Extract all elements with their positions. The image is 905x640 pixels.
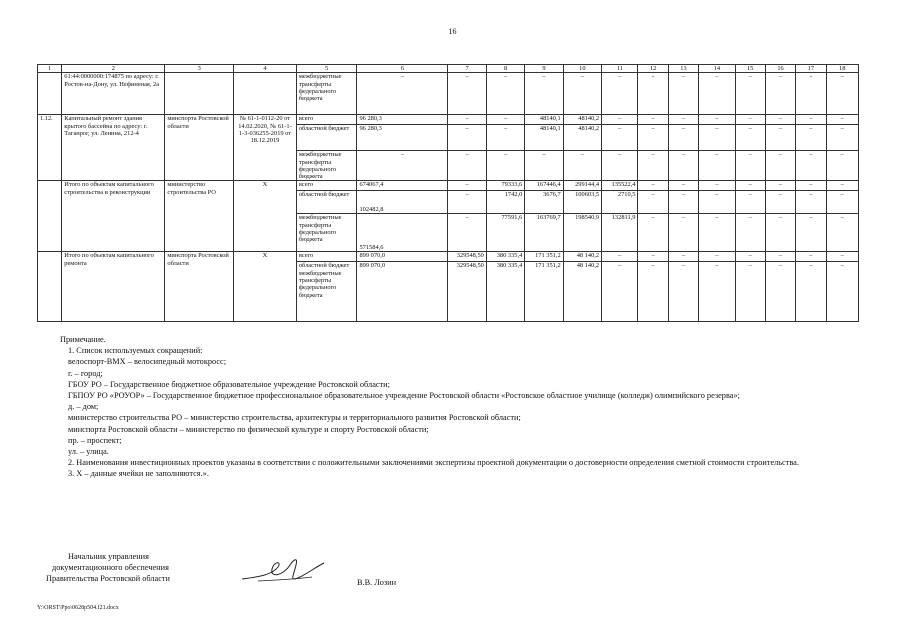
document-ref [234,73,297,115]
object-name: Итого по объектам капитального строительства и реконструкции [62,181,165,252]
value-cell: – [735,252,765,262]
value-cell: 100603,5 [563,191,601,214]
value-cell: 329548,50 [448,262,486,322]
value-cell: 48 140,2 [563,252,601,262]
value-cell: 102482,8 [357,191,448,214]
value-cell: – [796,252,826,262]
value-cell: – [796,115,826,125]
value-cell: 48140,1 [525,115,563,125]
value-cell: 380 335,4 [486,252,524,262]
value-cell: – [668,262,698,322]
value-cell: – [735,125,765,151]
value-cell: – [765,214,795,252]
value-cell: – [602,252,638,262]
value-cell: – [668,73,698,115]
value-cell: – [826,125,859,151]
value-cell: – [765,262,795,322]
value-cell: – [699,262,735,322]
value-cell: – [638,181,668,191]
value-cell: – [638,115,668,125]
signer-line-1: Начальник управления [68,552,149,561]
document-ref: X [234,252,297,322]
organization: минспорта Ростовской области [165,115,234,181]
header-cell: 7 [448,65,486,73]
value-cell: – [735,191,765,214]
header-cell: 15 [735,65,765,73]
header-cell: 4 [234,65,297,73]
value-cell: – [735,181,765,191]
value-cell: 77591,6 [486,214,524,252]
funding-source: областной бюджет [296,191,357,214]
abbr-6: минспорта Ростовской области – министерство по физической культуре и спорту Ростовской области; [68,424,429,434]
value-cell: – [668,191,698,214]
header-cell: 16 [765,65,795,73]
value-cell: – [765,115,795,125]
value-cell: 1742,0 [486,191,524,214]
page-number: 16 [448,27,457,36]
header-cell: 8 [486,65,524,73]
value-cell: – [699,151,735,181]
value-cell: 171 351,2 [525,252,563,262]
header-cell: 3 [165,65,234,73]
value-cell: 899 070,0 [357,252,448,262]
value-cell: – [699,73,735,115]
value-cell: – [638,125,668,151]
value-cell: – [486,125,524,151]
value-cell: 167446,4 [525,181,563,191]
header-cell: 6 [357,65,448,73]
value-cell: – [668,214,698,252]
value-cell: 132811,9 [602,214,638,252]
value-cell: – [638,191,668,214]
value-cell: – [525,151,563,181]
value-cell: – [796,191,826,214]
value-cell: – [563,73,601,115]
value-cell: – [525,73,563,115]
value-cell: – [699,115,735,125]
value-cell: – [826,262,859,322]
value-cell: – [765,252,795,262]
value-cell: – [765,181,795,191]
value-cell: – [796,125,826,151]
value-cell: – [796,151,826,181]
value-cell: – [826,73,859,115]
value-cell: – [602,125,638,151]
value-cell: 571584,6 [357,214,448,252]
value-cell: – [765,191,795,214]
value-cell: – [638,214,668,252]
abbr-3: ГБПОУ РО «РОУОР» – Государственное бюджетное профессиональное образовательное учреждение Ростовской области «Ростовское областное училище (колледж) олимпийского резерва»; [68,391,740,401]
value-cell: 299144,4 [563,181,601,191]
row-number [38,181,62,252]
document-ref: X [234,181,297,252]
abbr-7: пр. – проспект; [68,435,122,445]
funding-source: всего [296,252,357,262]
header-cell: 14 [699,65,735,73]
value-cell: – [563,151,601,181]
value-cell: – [826,151,859,181]
funding-source: межбюджетные трансферты федерального бюджета [296,73,357,115]
row-number: 1.12. [38,115,62,181]
value-cell: – [735,214,765,252]
value-cell: – [668,151,698,181]
funding-source: всего [296,115,357,125]
value-cell: – [826,252,859,262]
value-cell: – [735,115,765,125]
value-cell: 329548,50 [448,252,486,262]
notes-item-1: 1. Список используемых сокращений: [68,346,203,356]
abbr-1: г. – город; [68,368,103,378]
value-cell: – [638,252,668,262]
value-cell: – [735,262,765,322]
value-cell: 135522,4 [602,181,638,191]
value-cell: 198540,9 [563,214,601,252]
value-cell: – [448,151,486,181]
header-cell: 2 [62,65,165,73]
value-cell: – [765,125,795,151]
value-cell: – [699,125,735,151]
value-cell: – [602,73,638,115]
table-row [38,252,859,262]
header-cell: 10 [563,65,601,73]
value-cell: 96 280,3 [357,115,448,125]
value-cell: – [357,73,448,115]
value-cell: – [796,214,826,252]
object-name: Капитальный ремонт здания крытого бассейна по адресу: г. Таганрог, ул. Ленина, 212-4 [62,115,165,181]
value-cell: – [638,73,668,115]
object-name: 61:44:0000000:174875 по адресу: г. Ростов-на-Дону, ул. Нефиненая, 2а [62,73,165,115]
value-cell: – [448,115,486,125]
signer-line-3: Правительства Ростовской области [46,574,170,583]
value-cell: 3676,7 [525,191,563,214]
notes-item-3: 3. X – данные ячейки не заполняются.». [68,469,209,479]
value-cell: – [765,151,795,181]
abbr-0: велоспорт-ВМХ – велосипедный мотокросс; [68,357,227,367]
value-cell: – [448,125,486,151]
value-cell: – [699,181,735,191]
value-cell: – [486,115,524,125]
value-cell: 48140,1 [525,125,563,151]
value-cell: – [448,191,486,214]
document-ref: № 61-1-0112-20 от 14.02.2020, № 61-1-1-3-036255-2019 от 18.12.2019 [234,115,297,181]
signer-line-2: документационного обеспечения [52,563,169,572]
value-cell: – [699,252,735,262]
notes-item-2: 2. Наименования инвестиционных проектов указаны в соответствии с положительными заключениями экспертизы проектной документации о достоверности определения сметной стоимости строительства. [68,458,799,468]
value-cell: – [602,115,638,125]
header-cell: 18 [826,65,859,73]
value-cell: 2710,5 [602,191,638,214]
value-cell: 674067,4 [357,181,448,191]
value-cell: – [826,214,859,252]
notes-title: Примечание. [60,335,106,344]
value-cell: – [448,73,486,115]
value-cell: – [699,214,735,252]
value-cell: – [486,151,524,181]
value-cell: – [357,151,448,181]
table-header [38,65,859,73]
value-cell: – [668,125,698,151]
funding-source: всего [296,181,357,191]
value-cell: 48140,2 [563,125,601,151]
header-cell: 1 [38,65,62,73]
value-cell: – [448,181,486,191]
file-path: Y:\ORST\Ppo\0628p504.f21.docx [37,605,119,611]
value-cell: – [638,262,668,322]
header-cell: 5 [296,65,357,73]
value-cell: – [486,73,524,115]
value-cell: – [796,73,826,115]
table-row [38,73,859,115]
value-cell: – [668,252,698,262]
header-cell: 13 [668,65,698,73]
funding-source: областной бюджет [296,125,357,151]
funding-source: межбюджетные трансферты федерального бюджета [296,214,357,252]
value-cell: – [796,181,826,191]
budget-table [37,64,859,322]
value-cell: – [735,151,765,181]
funding-source: межбюджетные трансферты федерального бюджета [296,151,357,181]
signer-name: В.В. Лозин [357,578,397,587]
funding-source: областной бюджет межбюджетные трансферты федерального бюджета [296,262,357,322]
value-cell: – [638,151,668,181]
value-cell: – [602,262,638,322]
row-number [38,252,62,322]
handwritten-signature [238,555,328,587]
header-cell: 11 [602,65,638,73]
header-cell: 9 [525,65,563,73]
value-cell: 79333,6 [486,181,524,191]
abbr-5: министерство строительства РО – министерство строительства, архитектуры и территориального развития Ростовской области; [68,413,521,423]
value-cell: 171 351,2 [525,262,563,322]
abbr-8: ул. – улица. [68,447,109,457]
value-cell: 48140,2 [563,115,601,125]
organization [165,73,234,115]
value-cell: – [826,181,859,191]
value-cell: – [826,191,859,214]
table-row [38,181,859,191]
value-cell: 899 070,0 [357,262,448,322]
signer-title [46,551,170,584]
object-name: Итого по объектам капитального ремонта [62,252,165,322]
value-cell: 380 335,4 [486,262,524,322]
value-cell: – [668,115,698,125]
abbr-2: ГБОУ РО – Государственное бюджетное образовательное учреждение Ростовской области; [68,379,390,389]
value-cell: – [826,115,859,125]
value-cell: – [735,73,765,115]
value-cell: 96 280,3 [357,125,448,151]
header-cell: 12 [638,65,668,73]
organization: минспорта Ростовской области [165,252,234,322]
value-cell: 48 140,2 [563,262,601,322]
value-cell: – [448,214,486,252]
table-row [38,115,859,125]
value-cell: – [796,262,826,322]
organization: министерство строительства РО [165,181,234,252]
value-cell: – [602,151,638,181]
value-cell: – [699,191,735,214]
row-number [38,73,62,115]
value-cell: – [765,73,795,115]
value-cell: – [668,181,698,191]
header-cell: 17 [796,65,826,73]
abbr-4: д. – дом; [68,402,99,412]
value-cell: 163769,7 [525,214,563,252]
notes [60,334,862,480]
